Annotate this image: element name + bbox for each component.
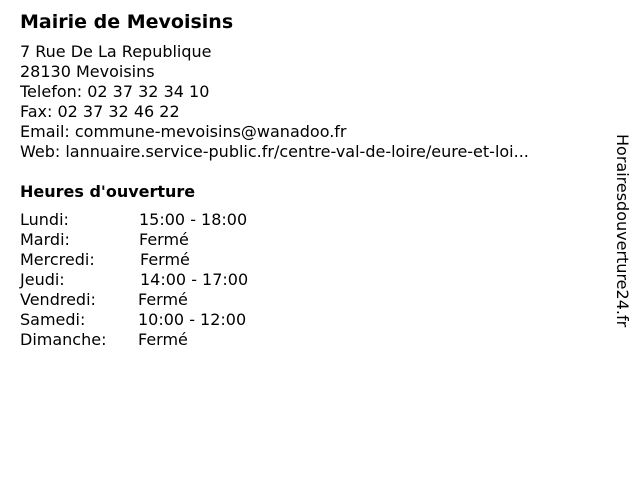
day-hours: 14:00 - 17:00 [140,270,249,289]
day-label: Jeudi: [20,270,65,289]
phone-line: Telefon: 02 37 32 34 10 [20,82,210,101]
hours-row-monday [20,210,600,230]
email-line: Email: commune-mevoisins@wanadoo.fr [20,122,347,141]
day-hours: 15:00 - 18:00 [139,210,248,229]
day-label: Mardi: [20,230,70,249]
business-card [20,10,600,350]
hours-row-saturday [20,310,600,330]
site-watermark: Horairesdouverture24.fr [613,134,632,328]
address-line-2: 28130 Mevoisins [20,62,155,81]
business-name: Mairie de Mevoisins [20,11,234,33]
website-line: Web: lannuaire.service-public.fr/centre-val-de-loire/eure-et-loi... [20,142,529,161]
day-label: Lundi: [20,210,69,229]
day-label: Mercredi: [20,250,95,269]
day-hours: 10:00 - 12:00 [138,310,247,329]
hours-row-sunday [20,330,600,350]
address-line-1: 7 Rue De La Republique [20,42,212,61]
day-hours: Fermé [138,330,188,349]
day-hours: Fermé [139,230,189,249]
fax-line: Fax: 02 37 32 46 22 [20,102,180,121]
day-label: Samedi: [20,310,86,329]
day-hours: Fermé [140,250,190,269]
opening-hours-title: Heures d'ouverture [20,182,196,201]
day-hours: Fermé [138,290,188,309]
hours-row-tuesday [20,230,600,250]
hours-row-thursday [20,270,600,290]
hours-row-friday [20,290,600,310]
opening-hours-table [20,210,600,350]
day-label: Dimanche: [20,330,107,349]
hours-row-wednesday [20,250,600,270]
day-label: Vendredi: [20,290,96,309]
